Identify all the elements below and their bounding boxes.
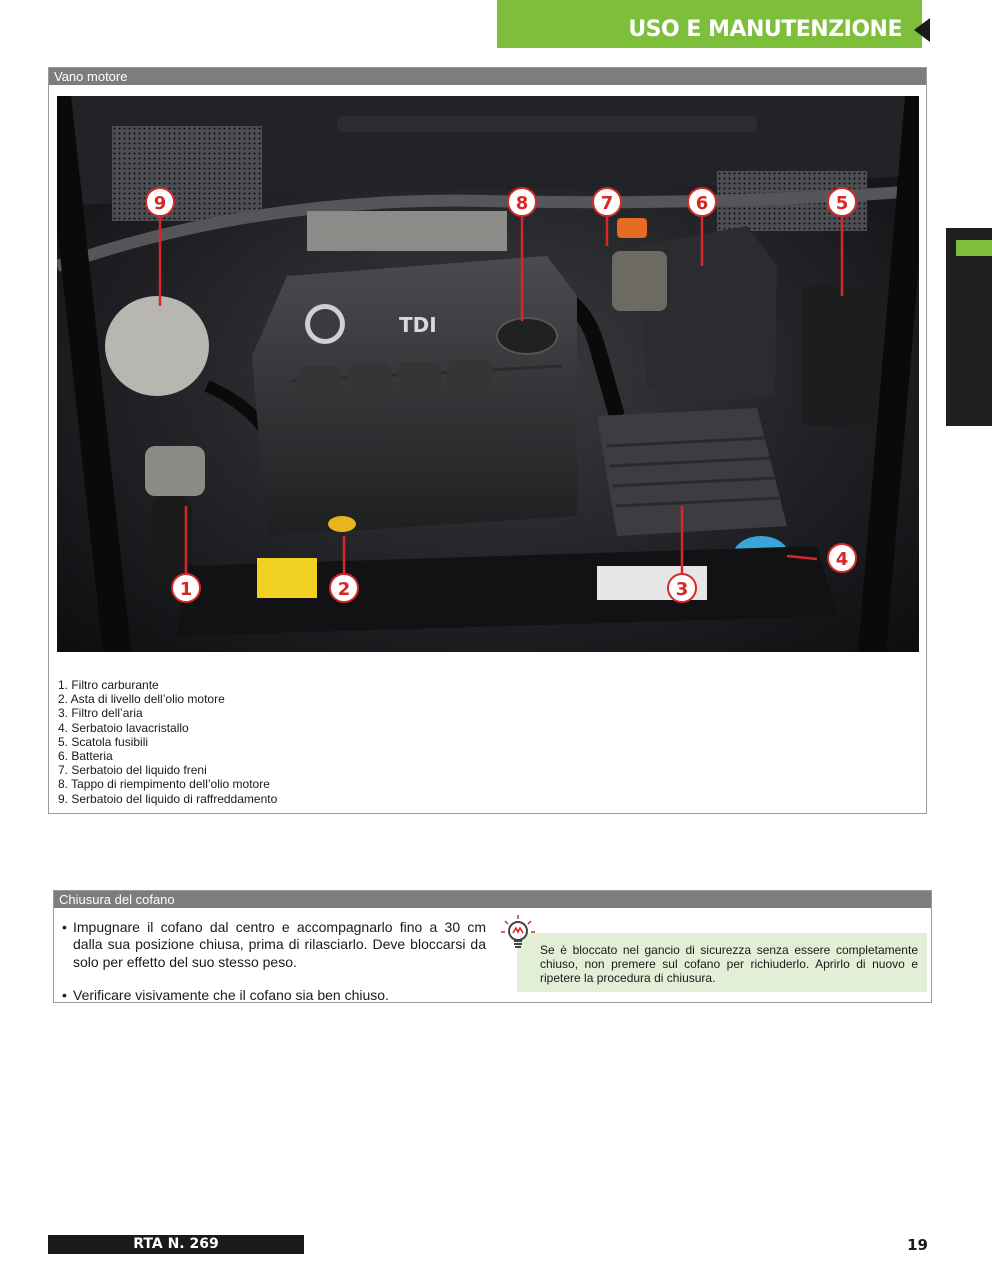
instruction-item: • Impugnare il cofano dal centro e accompagnarlo fino a 30 cm dalla sua posizione chiusa, prima di rilasciarlo. Deve bloccarsi da solo per effetto del suo stesso peso. <box>62 919 486 970</box>
callout-3 <box>668 574 696 602</box>
footer-bar <box>48 1235 304 1254</box>
engine-badge: TDI <box>399 313 437 337</box>
legend-item: 5. Scatola fusibili <box>58 734 149 749</box>
svg-text:3: 3 <box>675 579 689 600</box>
callout-6 <box>688 188 716 216</box>
svg-text:4: 4 <box>835 549 849 570</box>
callout-1 <box>172 574 200 602</box>
callout-5 <box>828 188 856 216</box>
side-tab <box>946 228 992 426</box>
page-number: 19 <box>907 1236 928 1254</box>
legend-item: 1. Filtro carburante <box>58 678 159 692</box>
legend-item: 8. Tappo di riempimento dell’olio motore <box>58 777 270 792</box>
callout-8 <box>508 188 536 216</box>
instruction-item: • Verificare visivamente che il cofano sia ben chiuso. <box>62 986 389 1003</box>
header-arrow-icon <box>914 18 930 42</box>
section-title: Vano motore <box>49 68 926 85</box>
legend-item: 7. Serbatoio del liquido freni <box>58 763 207 778</box>
engine-bay-photo <box>57 96 919 652</box>
callout-2 <box>330 574 358 602</box>
callout-9 <box>146 188 174 216</box>
callout-4 <box>828 544 856 572</box>
section-title: Chiusura del cofano <box>54 891 931 908</box>
component-legend <box>58 678 277 806</box>
svg-text:8: 8 <box>515 193 529 214</box>
svg-text:7: 7 <box>600 193 614 214</box>
instruction-list <box>62 919 486 1004</box>
svg-text:9: 9 <box>153 193 167 214</box>
legend-item: 9. Serbatoio del liquido di raffreddamento <box>58 791 278 806</box>
hood-closing-section <box>53 890 932 1003</box>
legend-item: 2. Asta di livello dell’olio motore <box>58 692 225 707</box>
legend-item: 4. Serbatoio lavacristallo <box>58 720 189 735</box>
callout-7 <box>593 188 621 216</box>
svg-text:2: 2 <box>337 579 351 600</box>
legend-item: 6. Batteria <box>58 749 113 764</box>
svg-text:5: 5 <box>835 193 849 214</box>
engine-bay-section <box>48 67 927 814</box>
bullet-icon: • <box>62 919 67 935</box>
tip-box <box>517 933 927 992</box>
legend-item: 3. Filtro dell’aria <box>58 706 143 721</box>
header-banner <box>497 0 922 48</box>
footer-label: RTA N. 269 <box>133 1236 219 1252</box>
header-title: USO E MANUTENZIONE <box>628 17 902 42</box>
side-tab-marker <box>956 240 992 256</box>
tip-text: Se è bloccato nel gancio di sicurezza senza essere completamente chiuso, non premere sul cofano per richiuderlo. Aprirlo di nuovo e ripetere la procedura di chiusura. <box>540 943 918 985</box>
svg-text:1: 1 <box>179 579 193 600</box>
bullet-icon: • <box>62 986 67 1003</box>
lightbulb-tip-icon <box>499 913 537 951</box>
svg-text:6: 6 <box>695 193 709 214</box>
